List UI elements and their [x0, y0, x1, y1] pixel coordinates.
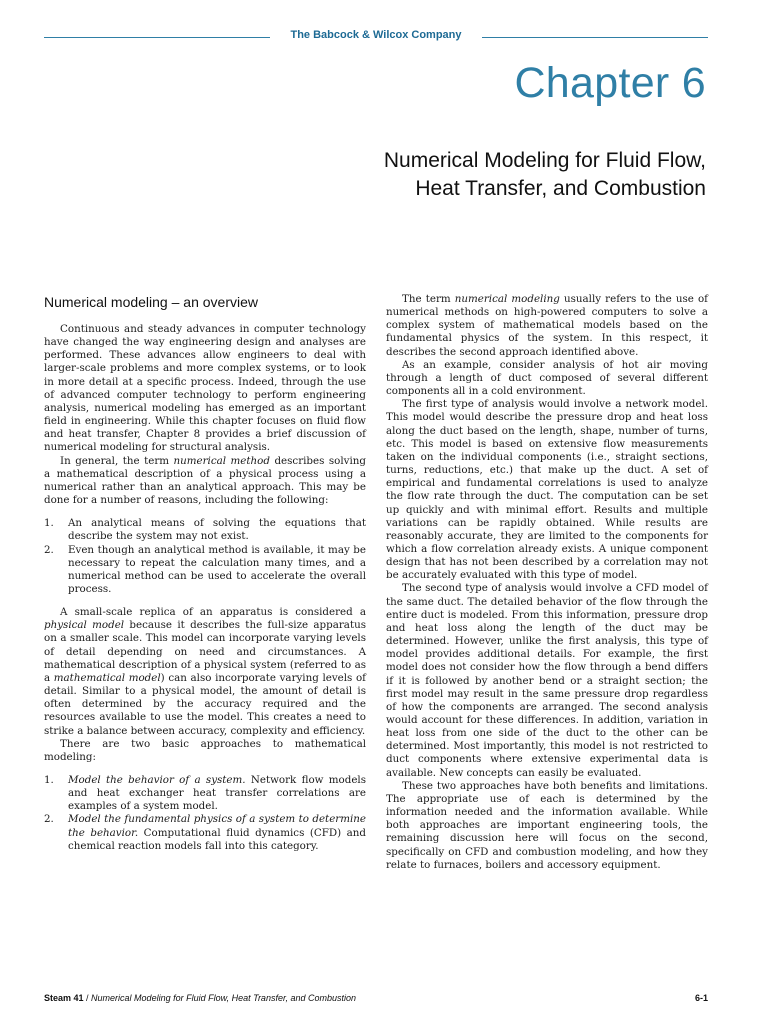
chapter-number: Chapter 6: [514, 59, 706, 107]
right-paragraph-2: As an example, consider analysis of hot air moving through a length of duct composed of several different components all in a cold environment.: [386, 358, 708, 398]
term-mathematical-model: mathematical model: [53, 671, 161, 684]
left-column: [44, 293, 366, 853]
left-paragraph-1: Continuous and steady advances in computer technology have changed the way engineering design and analyses are performed. These advances allow engineers to deal with larger-scale problems and more complex systems, or to look in more detail at a specific process. Indeed, through the use of advanced computer technology to perform engineering analysis, numerical modeling has emerged as an important field in engineering. While this chapter focuses on fluid flow and heat transfer, Chapter 8 provides a brief discussion of numerical modeling for structural analysis.: [44, 323, 366, 454]
chapter-title: [246, 147, 706, 203]
list-item: 1. Model the behavior of a system. Network flow models and heat exchanger heat transfer correlations are examples of a system model.: [44, 774, 366, 813]
footer-chapter-title: Numerical Modeling for Fluid Flow, Heat Transfer, and Combustion: [91, 993, 356, 1003]
page-footer: [44, 993, 708, 1003]
right-paragraph-5: These two approaches have both benefits and limitations. The appropriate use of each is determined by the information needed and the information available. While both approaches are important engineering tools, the remaining discussion here will focus on the second, specifically on CFD and combustion modeling, and how they relate to furnaces, boilers and accessory equipment.: [386, 779, 708, 871]
list-item: 1. An analytical means of solving the equations that describe the system may not exist.: [44, 517, 366, 543]
left-paragraph-4: There are two basic approaches to mathematical modeling:: [44, 737, 366, 763]
header-rule-right: [482, 37, 708, 38]
footer-publication: Steam 41: [44, 993, 84, 1003]
page-number: 6-1: [694, 993, 708, 1003]
right-paragraph-4: The second type of analysis would involve a CFD model of the same duct. The detailed behavior of the flow through the entire duct is modeled. From this information, pressure drop and heat loss along the length of the duct may be determined. However, unlike the first analysis, this type of model provides additional details. For example, the first model does not consider how the flow through a bend differs if it is followed by another bend or a straight section; the first model may result in the same pressure drop regardless of how the components are arranged. The second analysis would account for these differences. In addition, variation in heat loss from one side of the duct to the other can be determined. Most importantly, this model is not restricted to duct components where extensive experimental data is available. New concepts can easily be evaluated.: [386, 582, 708, 779]
right-column: [386, 293, 708, 872]
company-name: The Babcock & Wilcox Company: [290, 29, 462, 41]
list-item: 2. Even though an analytical method is available, it may be necessary to repeat the calculation many times, and a numerical method can be used to accelerate the overall process.: [44, 543, 366, 595]
list-item: 2. Model the fundamental physics of a system to determine the behavior. Computational fluid dynamics (CFD) and chemical reaction models fall into this category.: [44, 813, 367, 852]
chapter-title-line-1: Numerical Modeling for Fluid Flow,: [383, 149, 706, 172]
footer-separator: /: [83, 993, 92, 1003]
term-physical-model: physical model: [44, 619, 125, 632]
chapter-title-line-2: Heat Transfer, and Combustion: [415, 177, 706, 200]
reasons-list: [44, 517, 366, 596]
term-numerical-modeling: numerical modeling: [454, 293, 560, 305]
term-numerical-method: numerical method: [173, 454, 270, 467]
header-rule-left: [44, 37, 270, 38]
left-paragraph-2: In general, the term numerical method describes solving a mathematical description of a physical process using a numerical rather than an analytical approach. This may be done for a number of reasons, including the following:: [44, 454, 366, 507]
approaches-list: [44, 774, 366, 853]
section-heading: Numerical modeling – an overview: [44, 294, 258, 310]
right-paragraph-1: The term numerical modeling usually refers to the use of numerical methods on high-powered computers to solve a complex system of mathematical models based on the fundamental physics of the system. In this respect, it describes the second approach identified above.: [386, 293, 708, 358]
right-paragraph-3: The first type of analysis would involve a network model. This model would describe the pressure drop and heat loss along the duct based on the length, shape, number of turns, etc. This model is based on extensive flow measurements taken on the individual components (i.e., straight sections, turns, reductions, etc.) that make up the duct. A set of empirical and fundamental correlations is used to analyze the flow rate through the duct. The computation can be set up quickly and with minimal effort. Results and multiple variations can be rapidly obtained. While results are reasonably accurate, they are limited to the components for which a flow correlation already exists. A unique component design that has not been described by a correlation may not be accurately evaluated with this type of model.: [386, 398, 708, 582]
left-paragraph-3: A small-scale replica of an apparatus is considered a physical model because it describes the full-size apparatus on a smaller scale. This model can incorporate varying levels of detail depending on need and circumstances. A mathematical description of a physical system (referred to as a mathematical model) can also incorporate varying levels of detail. Similar to a physical model, the amount of detail is often determined by the accuracy required and the resources available to use the model. This creates a need to strike a balance between accuracy, complexity and efficiency.: [44, 606, 366, 737]
